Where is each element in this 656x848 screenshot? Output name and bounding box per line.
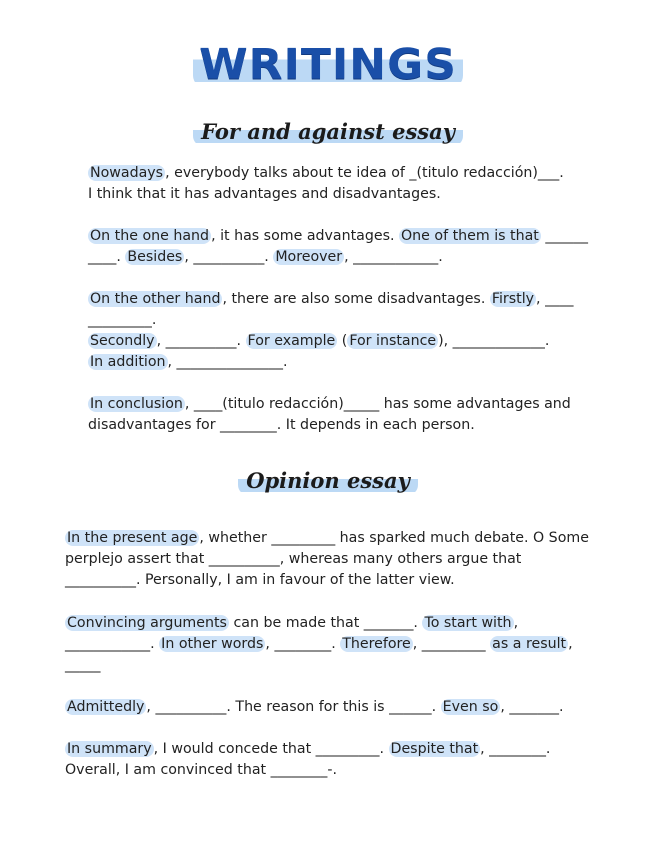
connector-highlight: In other words bbox=[161, 636, 264, 652]
fa-paragraph-4 bbox=[88, 394, 571, 436]
fa-paragraph-3 bbox=[88, 289, 573, 373]
connector-highlight: Nowadays bbox=[90, 165, 164, 181]
connector-highlight: Convincing arguments bbox=[67, 615, 227, 631]
connector-highlight: In summary bbox=[67, 741, 152, 757]
fa-p1-line-2: I think that it has advantages and disadvantages. bbox=[88, 186, 441, 202]
op-paragraph-4 bbox=[65, 739, 550, 781]
fa-paragraph-1 bbox=[88, 163, 564, 205]
op-p2-line-2 bbox=[65, 634, 573, 655]
connector-highlight: Despite that bbox=[390, 741, 479, 757]
fa-p4-line-2: disadvantages for ________. It depends in each person. bbox=[88, 417, 475, 433]
fa-p1-line-1 bbox=[88, 163, 564, 184]
text-fragment: , __________. bbox=[184, 249, 274, 265]
connector-highlight: as a result bbox=[492, 636, 567, 652]
text-fragment: , it has some advantages. bbox=[211, 228, 399, 244]
op-p4-line-2: Overall, I am convinced that ________-. bbox=[65, 762, 337, 778]
connector-highlight: In addition bbox=[90, 354, 166, 370]
fa-paragraph-2 bbox=[88, 226, 588, 268]
text-fragment: ), _____________. bbox=[438, 333, 550, 349]
fa-p3-line-1 bbox=[88, 289, 573, 310]
opinion-heading: Opinion essay bbox=[238, 467, 418, 495]
fa-p3-line-2: _________. bbox=[88, 312, 157, 328]
connector-highlight: Besides bbox=[127, 249, 183, 265]
fa-p2-line-2 bbox=[88, 247, 588, 268]
fa-p2-line-1 bbox=[88, 226, 588, 247]
text-fragment: , whether _________ has sparked much debate. O Some bbox=[199, 530, 589, 546]
op-p2-line-1 bbox=[65, 613, 573, 634]
text-fragment: , ____________. bbox=[344, 249, 443, 265]
text-fragment: , there are also some disadvantages. bbox=[222, 291, 490, 307]
connector-highlight: Therefore bbox=[342, 636, 411, 652]
text-fragment: , ____ bbox=[536, 291, 574, 307]
connector-highlight: To start with bbox=[424, 615, 512, 631]
page-title: WRITINGS bbox=[193, 41, 463, 89]
connector-highlight: One of them is that bbox=[401, 228, 539, 244]
connector-highlight: For example bbox=[247, 333, 336, 349]
connector-highlight: Admittedly bbox=[67, 699, 145, 715]
opinion-heading-container bbox=[0, 467, 656, 495]
connector-highlight: Secondly bbox=[90, 333, 155, 349]
text-fragment: , bbox=[568, 636, 573, 652]
connector-highlight: In conclusion bbox=[90, 396, 183, 412]
text-fragment: , _______. bbox=[500, 699, 564, 715]
text-fragment: ____________. bbox=[65, 636, 160, 652]
for-against-heading: For and against essay bbox=[193, 118, 463, 146]
fa-p4-line-1 bbox=[88, 394, 571, 415]
text-fragment: , bbox=[513, 615, 519, 631]
text-fragment: , everybody talks about te idea of _(titulo redacción)___. bbox=[165, 165, 564, 181]
op-paragraph-2 bbox=[65, 613, 573, 676]
text-fragment: , I would concede that _________. bbox=[153, 741, 389, 757]
text-fragment: can be made that _______. bbox=[228, 615, 423, 631]
text-fragment: , _______________. bbox=[167, 354, 288, 370]
op-p3-line-1 bbox=[65, 697, 564, 718]
op-paragraph-1 bbox=[65, 528, 589, 591]
connector-highlight: On the one hand bbox=[90, 228, 210, 244]
text-fragment: ____. bbox=[88, 249, 126, 265]
op-paragraph-3 bbox=[65, 697, 564, 718]
connector-highlight: For instance bbox=[349, 333, 437, 349]
connector-highlight: In the present age bbox=[67, 530, 198, 546]
connector-highlight: On the other hand bbox=[90, 291, 221, 307]
title-container bbox=[0, 40, 656, 90]
text-fragment: , ________. bbox=[480, 741, 551, 757]
text-fragment: , ____(titulo redacción)_____ has some advantages and bbox=[184, 396, 571, 412]
op-p4-line-1 bbox=[65, 739, 550, 760]
for-against-heading-container bbox=[0, 118, 656, 146]
connector-highlight: Even so bbox=[442, 699, 499, 715]
op-p1-line-1 bbox=[65, 528, 589, 549]
op-p2-line-3: _____ bbox=[65, 657, 101, 673]
op-p1-line-3: __________. Personally, I am in favour of the latter view. bbox=[65, 572, 455, 588]
fa-p3-line-4 bbox=[88, 352, 573, 373]
text-fragment: ______ bbox=[540, 228, 588, 244]
text-fragment: , ________. bbox=[265, 636, 341, 652]
connector-highlight: Moreover bbox=[275, 249, 343, 265]
op-p1-line-2: perplejo assert that __________, whereas many others argue that bbox=[65, 551, 522, 567]
text-fragment: , __________. The reason for this is ______. bbox=[146, 699, 441, 715]
text-fragment: , __________. bbox=[156, 333, 246, 349]
text-fragment: , _________ bbox=[412, 636, 491, 652]
text-fragment: ( bbox=[337, 333, 348, 349]
connector-highlight: Firstly bbox=[491, 291, 535, 307]
fa-p3-line-3 bbox=[88, 331, 573, 352]
